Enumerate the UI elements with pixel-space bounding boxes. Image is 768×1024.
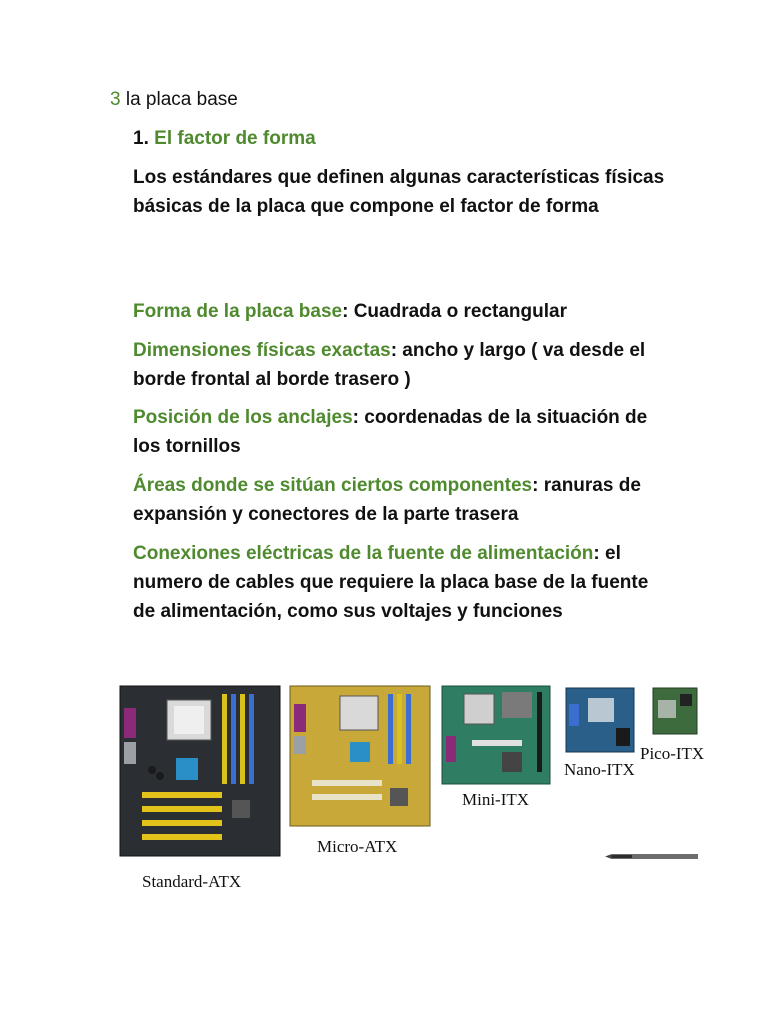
label-micro-atx: Micro-ATX [317, 837, 398, 856]
item-term: Conexiones eléctricas de la fuente de alimentación [133, 543, 594, 564]
list-item [133, 539, 673, 626]
section-title: la placa base [120, 89, 238, 110]
pico-itx-board [653, 688, 697, 734]
pen-scale-icon [605, 854, 698, 859]
section-heading [110, 88, 238, 112]
item-desc: : Cuadrada o rectangular [342, 301, 567, 322]
subsection-number: 1. [133, 128, 149, 149]
label-standard-atx: Standard-ATX [142, 872, 242, 891]
list-item [133, 297, 673, 326]
item-desc: : ancho y largo ( va desde el borde frontal al borde trasero ) [133, 340, 646, 390]
motherboards-illustration [112, 680, 712, 900]
label-mini-itx: Mini-ITX [462, 790, 530, 809]
list-item [133, 336, 673, 394]
item-term: Dimensiones físicas exactas [133, 340, 391, 361]
label-nano-itx: Nano-ITX [564, 760, 635, 779]
section-number: 3 [110, 89, 121, 110]
label-pico-itx: Pico-ITX [640, 744, 705, 763]
intro-paragraph: Los estándares que definen algunas características físicas básicas de la placa que compone el factor de forma [133, 167, 665, 217]
list-item [133, 403, 673, 461]
nano-itx-board [566, 688, 634, 752]
item-desc: : ranuras de expansión y conectores de la parte trasera [133, 475, 641, 525]
item-term: Posición de los anclajes [133, 407, 353, 428]
item-term: Áreas donde se sitúan ciertos componentes [133, 475, 533, 496]
subsection-heading [133, 127, 316, 151]
motherboard-comparison-image [112, 680, 712, 900]
list-item [133, 471, 673, 529]
subsection-title: El factor de forma [154, 128, 316, 149]
item-desc: : el numero de cables que requiere la placa base de la fuente de alimentación, como sus voltajes y funciones [133, 543, 649, 622]
mini-itx-board [442, 686, 550, 784]
item-desc: : coordenadas de la situación de los tornillos [133, 407, 648, 457]
item-term: Forma de la placa base [133, 301, 343, 322]
micro-atx-board [290, 686, 430, 826]
standard-atx-board [120, 686, 280, 856]
